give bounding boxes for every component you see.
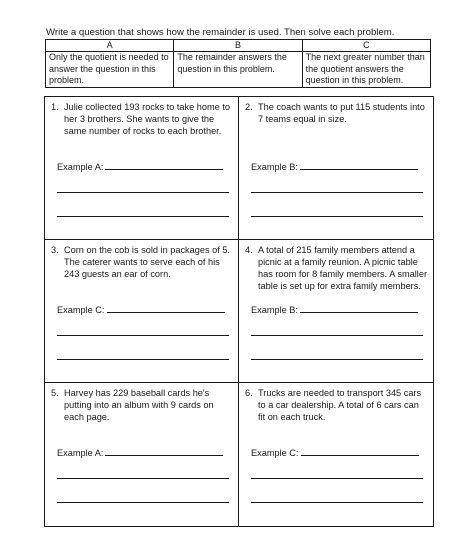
problem-text-1 xyxy=(51,101,233,137)
question-line[interactable] xyxy=(105,161,223,170)
problem-text-5 xyxy=(51,387,233,423)
question-line[interactable] xyxy=(107,304,225,313)
answer-line[interactable] xyxy=(251,216,423,217)
problem-statement: Julie collected 193 rocks to take home to her 3 brothers. She wants to give the same number of rocks to each brother. xyxy=(64,102,230,136)
example-label: Example A: xyxy=(57,162,104,172)
question-line[interactable] xyxy=(300,161,418,170)
problem-number: 2. xyxy=(245,102,253,112)
problem-statement: Corn on the cob is sold in packages of 5. The caterer wants to serve each of his 243 guests an ear of corn. xyxy=(64,245,230,279)
key-text-b: The remainder answers the question in this problem. xyxy=(174,52,302,88)
remainder-key-table xyxy=(45,39,431,88)
problem-cell-4 xyxy=(239,240,433,383)
question-line[interactable] xyxy=(300,304,418,313)
instructions: Write a question that shows how the remainder is used. Then solve each problem. xyxy=(46,27,395,38)
answer-line[interactable] xyxy=(251,359,423,360)
problem-statement: Harvey has 229 baseball cards he's putting into an album with 9 cards on each page. xyxy=(64,388,214,422)
key-letter-b: B xyxy=(174,40,302,52)
problem-number: 3. xyxy=(51,245,59,255)
problem-text-6 xyxy=(245,387,427,423)
answer-line[interactable] xyxy=(57,335,229,336)
example-row xyxy=(251,161,418,172)
question-line[interactable] xyxy=(105,447,223,456)
problem-statement: The coach wants to put 115 students into 7 teams equal in size. xyxy=(258,102,425,124)
example-label: Example A: xyxy=(57,448,104,458)
problem-cell-3 xyxy=(45,240,239,383)
answer-line[interactable] xyxy=(57,192,229,193)
answer-line[interactable] xyxy=(57,502,229,503)
example-row xyxy=(57,447,223,458)
problem-grid xyxy=(44,96,434,527)
problem-number: 6. xyxy=(245,388,253,398)
problem-cell-2 xyxy=(239,97,433,240)
answer-line[interactable] xyxy=(57,478,229,479)
problem-cell-5 xyxy=(45,383,239,526)
problem-cell-6 xyxy=(239,383,433,526)
example-row xyxy=(251,447,419,458)
answer-line[interactable] xyxy=(57,359,229,360)
answer-line[interactable] xyxy=(57,216,229,217)
key-letter-c: C xyxy=(302,40,430,52)
answer-line[interactable] xyxy=(251,502,423,503)
answer-line[interactable] xyxy=(251,192,423,193)
problem-cell-1 xyxy=(45,97,239,240)
key-text-a: Only the quotient is needed to answer the question in this problem. xyxy=(46,52,174,88)
problem-statement: A total of 215 family members attend a picnic at a family reunion. A picnic table has room for 8 family members. A smaller table is set up for extra family members. xyxy=(258,245,427,291)
example-label: Example B: xyxy=(251,162,298,172)
key-text-c: The next greater number than the quotient answers the question in this problem. xyxy=(302,52,430,88)
example-label: Example B: xyxy=(251,305,298,315)
answer-line[interactable] xyxy=(251,335,423,336)
problem-statement: Trucks are needed to transport 345 cars to a car dealership. A total of 6 cars can fit on each truck. xyxy=(258,388,422,422)
problem-number: 4. xyxy=(245,245,253,255)
problem-text-2 xyxy=(245,101,427,125)
problem-number: 5. xyxy=(51,388,59,398)
problem-text-4 xyxy=(245,244,427,292)
example-label: Example C: xyxy=(57,305,105,315)
example-label: Example C: xyxy=(251,448,299,458)
problem-text-3 xyxy=(51,244,233,280)
problem-number: 1. xyxy=(51,102,59,112)
example-row xyxy=(251,304,418,315)
example-row xyxy=(57,161,223,172)
key-letter-a: A xyxy=(46,40,174,52)
question-line[interactable] xyxy=(301,447,419,456)
example-row xyxy=(57,304,225,315)
answer-line[interactable] xyxy=(251,478,423,479)
